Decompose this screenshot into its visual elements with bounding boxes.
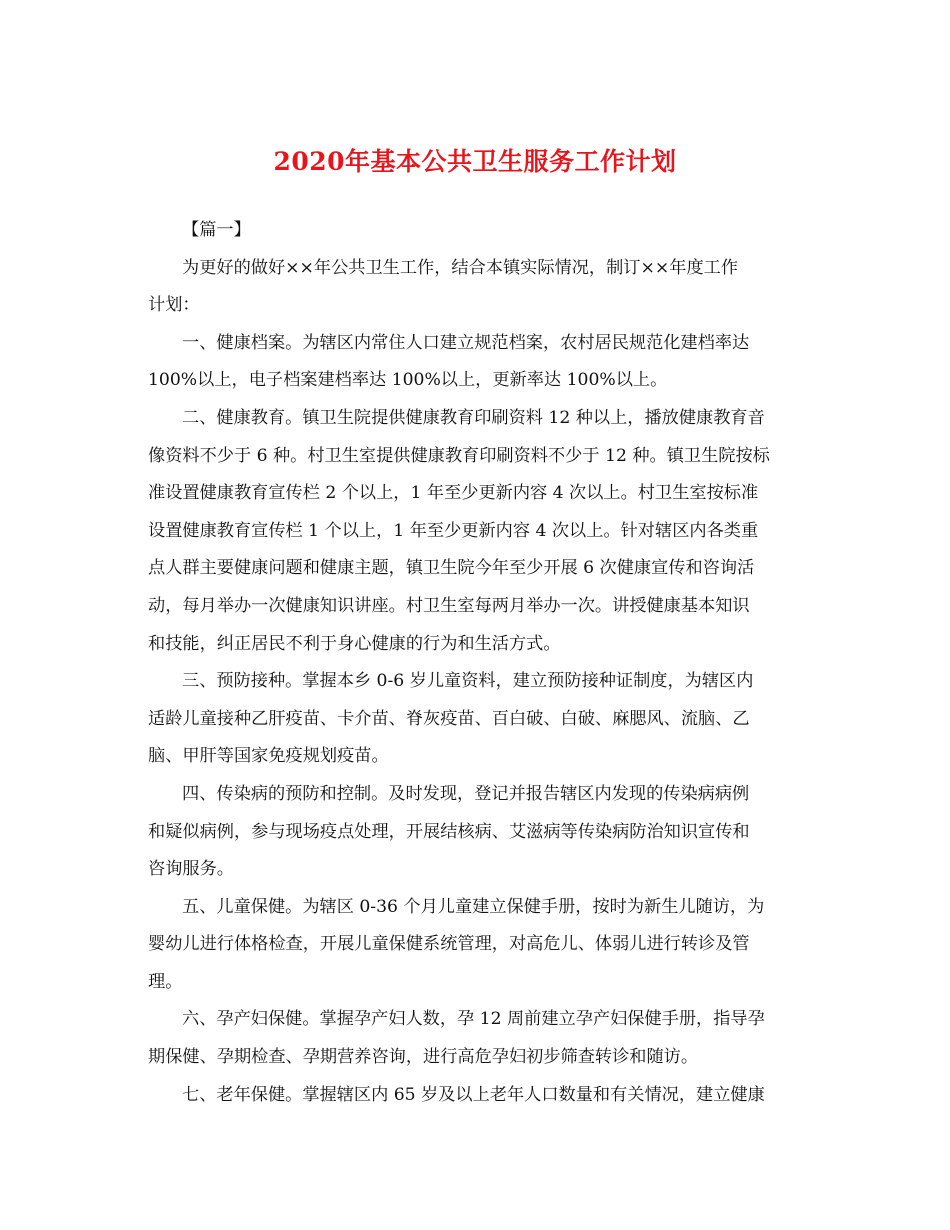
paragraph-line: 和技能，纠正居民不利于身心健康的行为和生活方式。 (148, 633, 561, 654)
paragraph-line: 婴幼儿进行体格检查，开展儿童保健系统管理，对高危儿、体弱儿进行转诊及管 (148, 934, 750, 955)
paragraph-line: 100%以上，电子档案建档率达 100%以上，更新率达 100%以上。 (148, 370, 668, 391)
paragraph-line: 计划： (148, 295, 200, 316)
paragraph-line: 设置健康教育宣传栏 1 个以上，1 年至少更新内容 4 次以上。针对辖区内各类重 (148, 520, 759, 541)
paragraph (148, 325, 803, 400)
paragraph-line: 和疑似病例，参与现场疫点处理，开展结核病、艾滋病等传染病防治知识宣传和 (148, 821, 750, 842)
paragraph-line: 七、老年保健。掌握辖区内 65 岁及以上老年人口数量和有关情况，建立健康 (182, 1084, 765, 1105)
paragraph-line: 准设置健康教育宣传栏 2 个以上，1 年至少更新内容 4 次以上。村卫生室按标准 (148, 483, 759, 504)
paragraph (148, 889, 803, 1002)
paragraph-line: 咨询服务。 (148, 859, 234, 880)
paragraph (148, 1001, 803, 1076)
paragraph-line: 动，每月举办一次健康知识讲座。村卫生室每两月举办一次。讲授健康基本知识 (148, 595, 750, 616)
paragraph (148, 663, 803, 776)
paragraph (148, 1077, 803, 1115)
paragraph-line: 四、传染病的预防和控制。及时发现，登记并报告辖区内发现的传染病病例 (182, 783, 750, 804)
paragraph-line: 三、预防接种。掌握本乡 0-6 岁儿童资料，建立预防接种证制度，为辖区内 (182, 671, 754, 692)
paragraph-line: 点人群主要健康问题和健康主题，镇卫生院今年至少开展 6 次健康宣传和咨询活 (148, 558, 755, 579)
paragraph-line: 二、健康教育。镇卫生院提供健康教育印刷资料 12 种以上，播放健康教育音 (182, 407, 765, 428)
paragraph (148, 212, 803, 250)
paragraph (148, 776, 803, 889)
paragraph-line: 期保健、孕期检查、孕期营养咨询，进行高危孕妇初步筛查转诊和随访。 (148, 1047, 699, 1068)
document-body (148, 212, 803, 1114)
paragraph-line: 五、儿童保健。为辖区 0-36 个月儿童建立保健手册，按时为新生儿随访，为 (182, 896, 765, 917)
paragraph-line: 脑、甲肝等国家免疫规划疫苗。 (148, 746, 389, 767)
paragraph-line: 【篇一】 (182, 220, 251, 240)
paragraph-line: 理。 (148, 971, 183, 992)
paragraph-line: 一、健康档案。为辖区内常住人口建立规范档案，农村居民规范化建档率达 (182, 332, 750, 353)
paragraph-line: 六、孕产妇保健。掌握孕产妇人数，孕 12 周前建立孕产妇保健手册，指导孕 (182, 1009, 765, 1030)
paragraph (148, 400, 803, 663)
document-title: 2020年基本公共卫生服务工作计划 (273, 147, 677, 176)
paragraph-line: 适龄儿童接种乙肝疫苗、卡介苗、脊灰疫苗、百白破、白破、麻腮风、流脑、乙 (148, 708, 750, 729)
paragraph-line: 为更好的做好××年公共卫生工作，结合本镇实际情况，制订××年度工作 (182, 257, 739, 278)
paragraph-line: 像资料不少于 6 种。村卫生室提供健康教育印刷资料不少于 12 种。镇卫生院按标 (148, 445, 770, 466)
paragraph (148, 250, 803, 325)
